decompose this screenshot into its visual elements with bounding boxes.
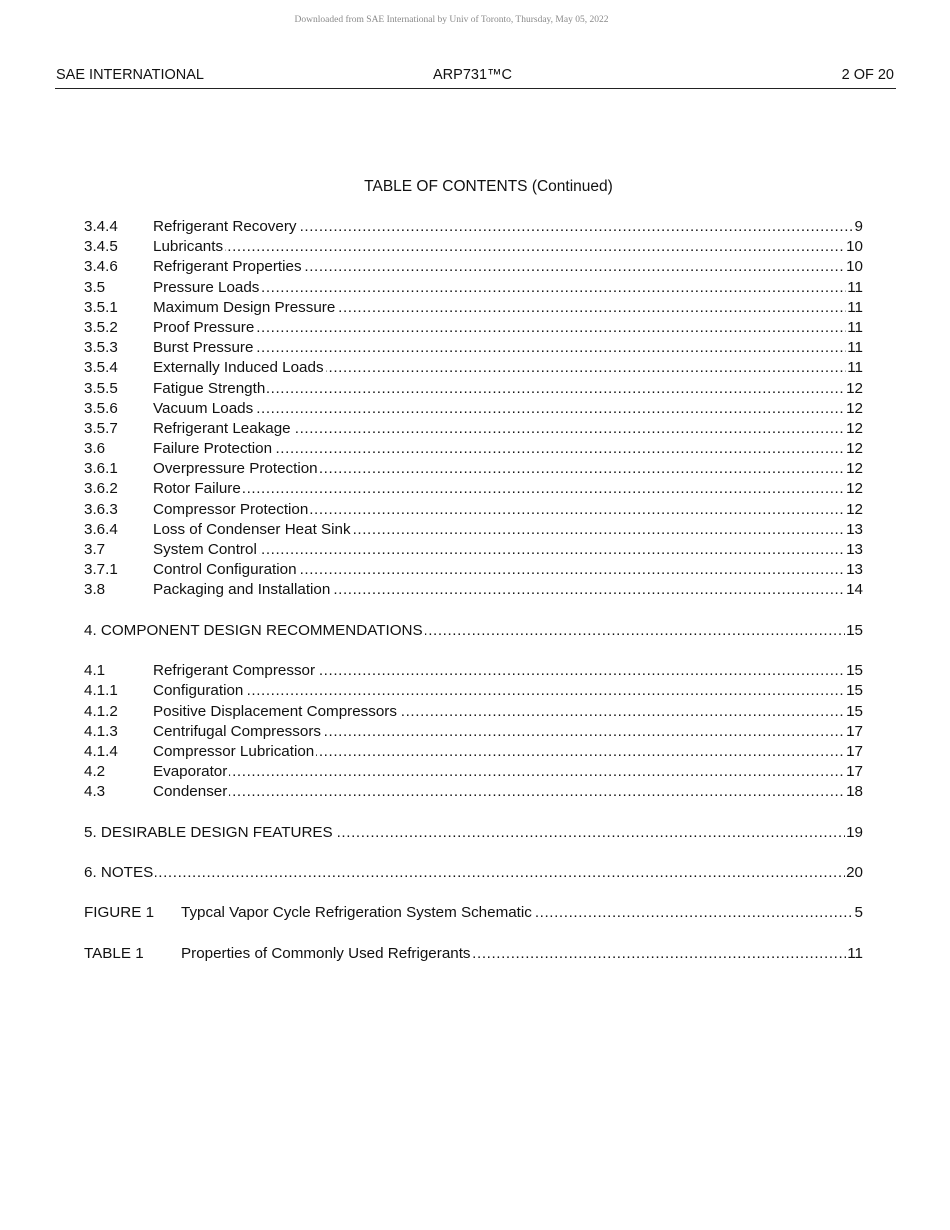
toc-entry-title: Maximum Design Pressure [153,298,336,316]
toc-entry[interactable] [84,500,863,520]
toc-entry-number: 3.6.3 [84,500,118,518]
toc-table-number: TABLE 1 [84,944,144,962]
toc-chapter-4[interactable] [84,621,863,641]
toc-entry-title: Externally Induced Loads [153,359,324,377]
toc-entry[interactable] [84,782,863,802]
toc-entry[interactable] [84,702,863,722]
toc-entry-page: 11 [846,318,863,338]
toc-entry[interactable] [84,379,863,399]
toc-title: TABLE OF CONTENTS (Continued) [364,178,613,195]
toc-entry-title: Evaporator [153,763,228,781]
toc-entry-title: Configuration [153,682,244,700]
toc-entry[interactable] [84,459,863,479]
toc-entry-number: 3.5 [84,278,106,296]
toc-entry-title: Burst Pressure [153,339,254,357]
toc-entry-page: 9 [854,217,863,237]
toc-figure-number: FIGURE 1 [84,904,155,922]
toc-chapter-title: 5. DESIRABLE DESIGN FEATURES [84,823,333,841]
toc-entry[interactable] [84,399,863,419]
toc-entry[interactable] [84,298,863,318]
toc-entry[interactable] [84,217,863,237]
toc-entry-number: 3.5.5 [84,379,118,397]
toc-entry[interactable] [84,338,863,358]
toc-entry-title: Compressor Protection [153,500,309,518]
toc-entry-number: 3.4.4 [84,218,118,235]
toc-entry-title: Lubricants [153,238,224,256]
toc-entry-page: 11 [846,298,863,318]
toc-entry-title: Refrigerant Compressor [153,662,316,680]
toc-entry-number: 3.5.1 [84,298,118,316]
toc-entry-title: Centrifugal Compressors [153,722,321,740]
toc-entry-number: 4.2 [84,763,106,781]
toc-entry-number: 3.5.4 [84,359,118,377]
toc-entry-number: 3.7.1 [84,561,118,579]
toc-entry-page: 11 [846,278,863,298]
toc-entry-page: 11 [846,358,863,378]
download-watermark: Downloaded from SAE International by Univ of Toronto, Thursday, May 05, 2022 [294,15,609,25]
toc-entry-number: 3.5.7 [84,419,118,437]
toc-entry-page: 12 [845,500,863,520]
toc-entry-page: 10 [845,257,863,277]
toc-entry[interactable] [84,580,863,600]
toc-entry-page: 11 [846,338,863,358]
toc-entry-title: Overpressure Protection [153,460,318,478]
toc-entry-number: 3.6.2 [84,480,118,498]
toc-table-entry[interactable] [84,944,863,964]
toc-entry-number: 4.1 [84,662,106,680]
toc-figure-title: Typcal Vapor Cycle Refrigeration System Schematic [181,904,532,922]
toc-entry-number: 3.6.1 [84,460,118,478]
page-header [55,66,896,89]
toc-chapter-6[interactable] [84,863,863,883]
toc-entry-number: 3.5.6 [84,399,118,417]
toc-entry-page: 13 [845,540,863,560]
toc-entry-page: 19 [845,823,863,843]
toc-entry-number: 3.6.4 [84,520,118,538]
toc-entry-page: 17 [845,742,863,762]
toc-entry[interactable] [84,479,863,499]
toc-chapter-title: 6. NOTES [84,864,154,881]
toc-entry-number: 3.7 [84,541,106,558]
toc-entry-title: Failure Protection [153,440,273,458]
toc-entry-title: Condenser [153,783,228,801]
toc-entry[interactable] [84,237,863,257]
toc-entry-number: 4.1.2 [84,702,118,720]
toc-chapter-5[interactable] [84,823,863,843]
toc-entry-page: 15 [845,621,863,641]
toc-entry-page: 12 [845,479,863,499]
toc-entry-page: 18 [845,782,863,802]
toc-entry-title: Refrigerant Leakage [153,419,291,437]
toc-entry[interactable] [84,520,863,540]
toc-entry-title: Compressor Lubrication [153,742,315,760]
header-document-id: ARP731™C [433,67,512,83]
toc-entry-page: 12 [845,459,863,479]
toc-entry-page: 14 [845,580,863,600]
toc-entry-title: Pressure Loads [153,278,260,296]
toc-entry-title: Loss of Condenser Heat Sink [153,520,351,538]
toc-figure-entry[interactable] [84,903,863,923]
toc-entry-page: 20 [845,863,863,883]
toc-entry-page: 13 [845,560,863,580]
toc-entry-page: 11 [846,944,863,964]
toc-table-title: Properties of Commonly Used Refrigerants [181,944,471,962]
toc-entry-number: 3.4.6 [84,258,118,276]
toc-entry-page: 17 [845,722,863,742]
header-organization: SAE INTERNATIONAL [56,67,204,83]
toc-entry[interactable] [84,358,863,378]
toc-entry-number: 3.4.5 [84,238,118,256]
toc-entry[interactable] [84,681,863,701]
toc-entry[interactable] [84,722,863,742]
toc-entry-title: Vacuum Loads [153,399,254,417]
toc-entry[interactable] [84,278,863,298]
toc-entry-page: 15 [845,702,863,722]
toc-entry[interactable] [84,318,863,338]
toc-entry-title: Control Configuration [153,561,297,579]
toc-entry-page: 15 [845,681,863,701]
toc-entry-page: 5 [854,903,863,923]
table-of-contents [84,217,863,964]
toc-entry[interactable] [84,661,863,681]
toc-entry-number: 3.5.2 [84,318,118,336]
toc-entry-number: 4.1.4 [84,742,118,760]
toc-entry-number: 4.1.3 [84,722,118,740]
toc-entry-page: 15 [845,661,863,681]
toc-entry-title: Rotor Failure [153,480,241,498]
toc-entry[interactable] [84,439,863,459]
toc-entry-number: 4.1.1 [84,682,118,700]
toc-entry-number: 3.6 [84,440,106,458]
toc-entry-title: Positive Displacement Compressors [153,702,397,720]
toc-entry-number: 3.8 [84,581,106,599]
toc-chapter-title: 4. COMPONENT DESIGN RECOMMENDATIONS [84,621,423,639]
toc-entry[interactable] [84,742,863,762]
toc-entry-title: Proof Pressure [153,318,255,336]
toc-entry-page: 17 [845,762,863,782]
toc-entry-title: Refrigerant Properties [153,258,302,276]
toc-entry-page: 12 [845,439,863,459]
toc-entry[interactable] [84,560,863,580]
toc-entry-page: 10 [845,237,863,257]
toc-entry-title: Packaging and Installation [153,581,331,599]
toc-entry-number: 4.3 [84,783,106,801]
toc-entry-title: Refrigerant Recovery [153,218,297,235]
toc-entry-number: 3.5.3 [84,339,118,357]
header-page-info: 2 OF 20 [841,67,894,83]
toc-entry[interactable] [84,762,863,782]
toc-entry[interactable] [84,257,863,277]
toc-entry[interactable] [84,540,863,560]
toc-entry[interactable] [84,419,863,439]
toc-entry-title: Fatigue Strength [153,379,266,397]
toc-entry-page: 12 [845,399,863,419]
toc-entry-title: System Control [153,541,257,558]
toc-entry-page: 13 [845,520,863,540]
toc-entry-page: 12 [845,379,863,399]
toc-entry-page: 12 [845,419,863,439]
